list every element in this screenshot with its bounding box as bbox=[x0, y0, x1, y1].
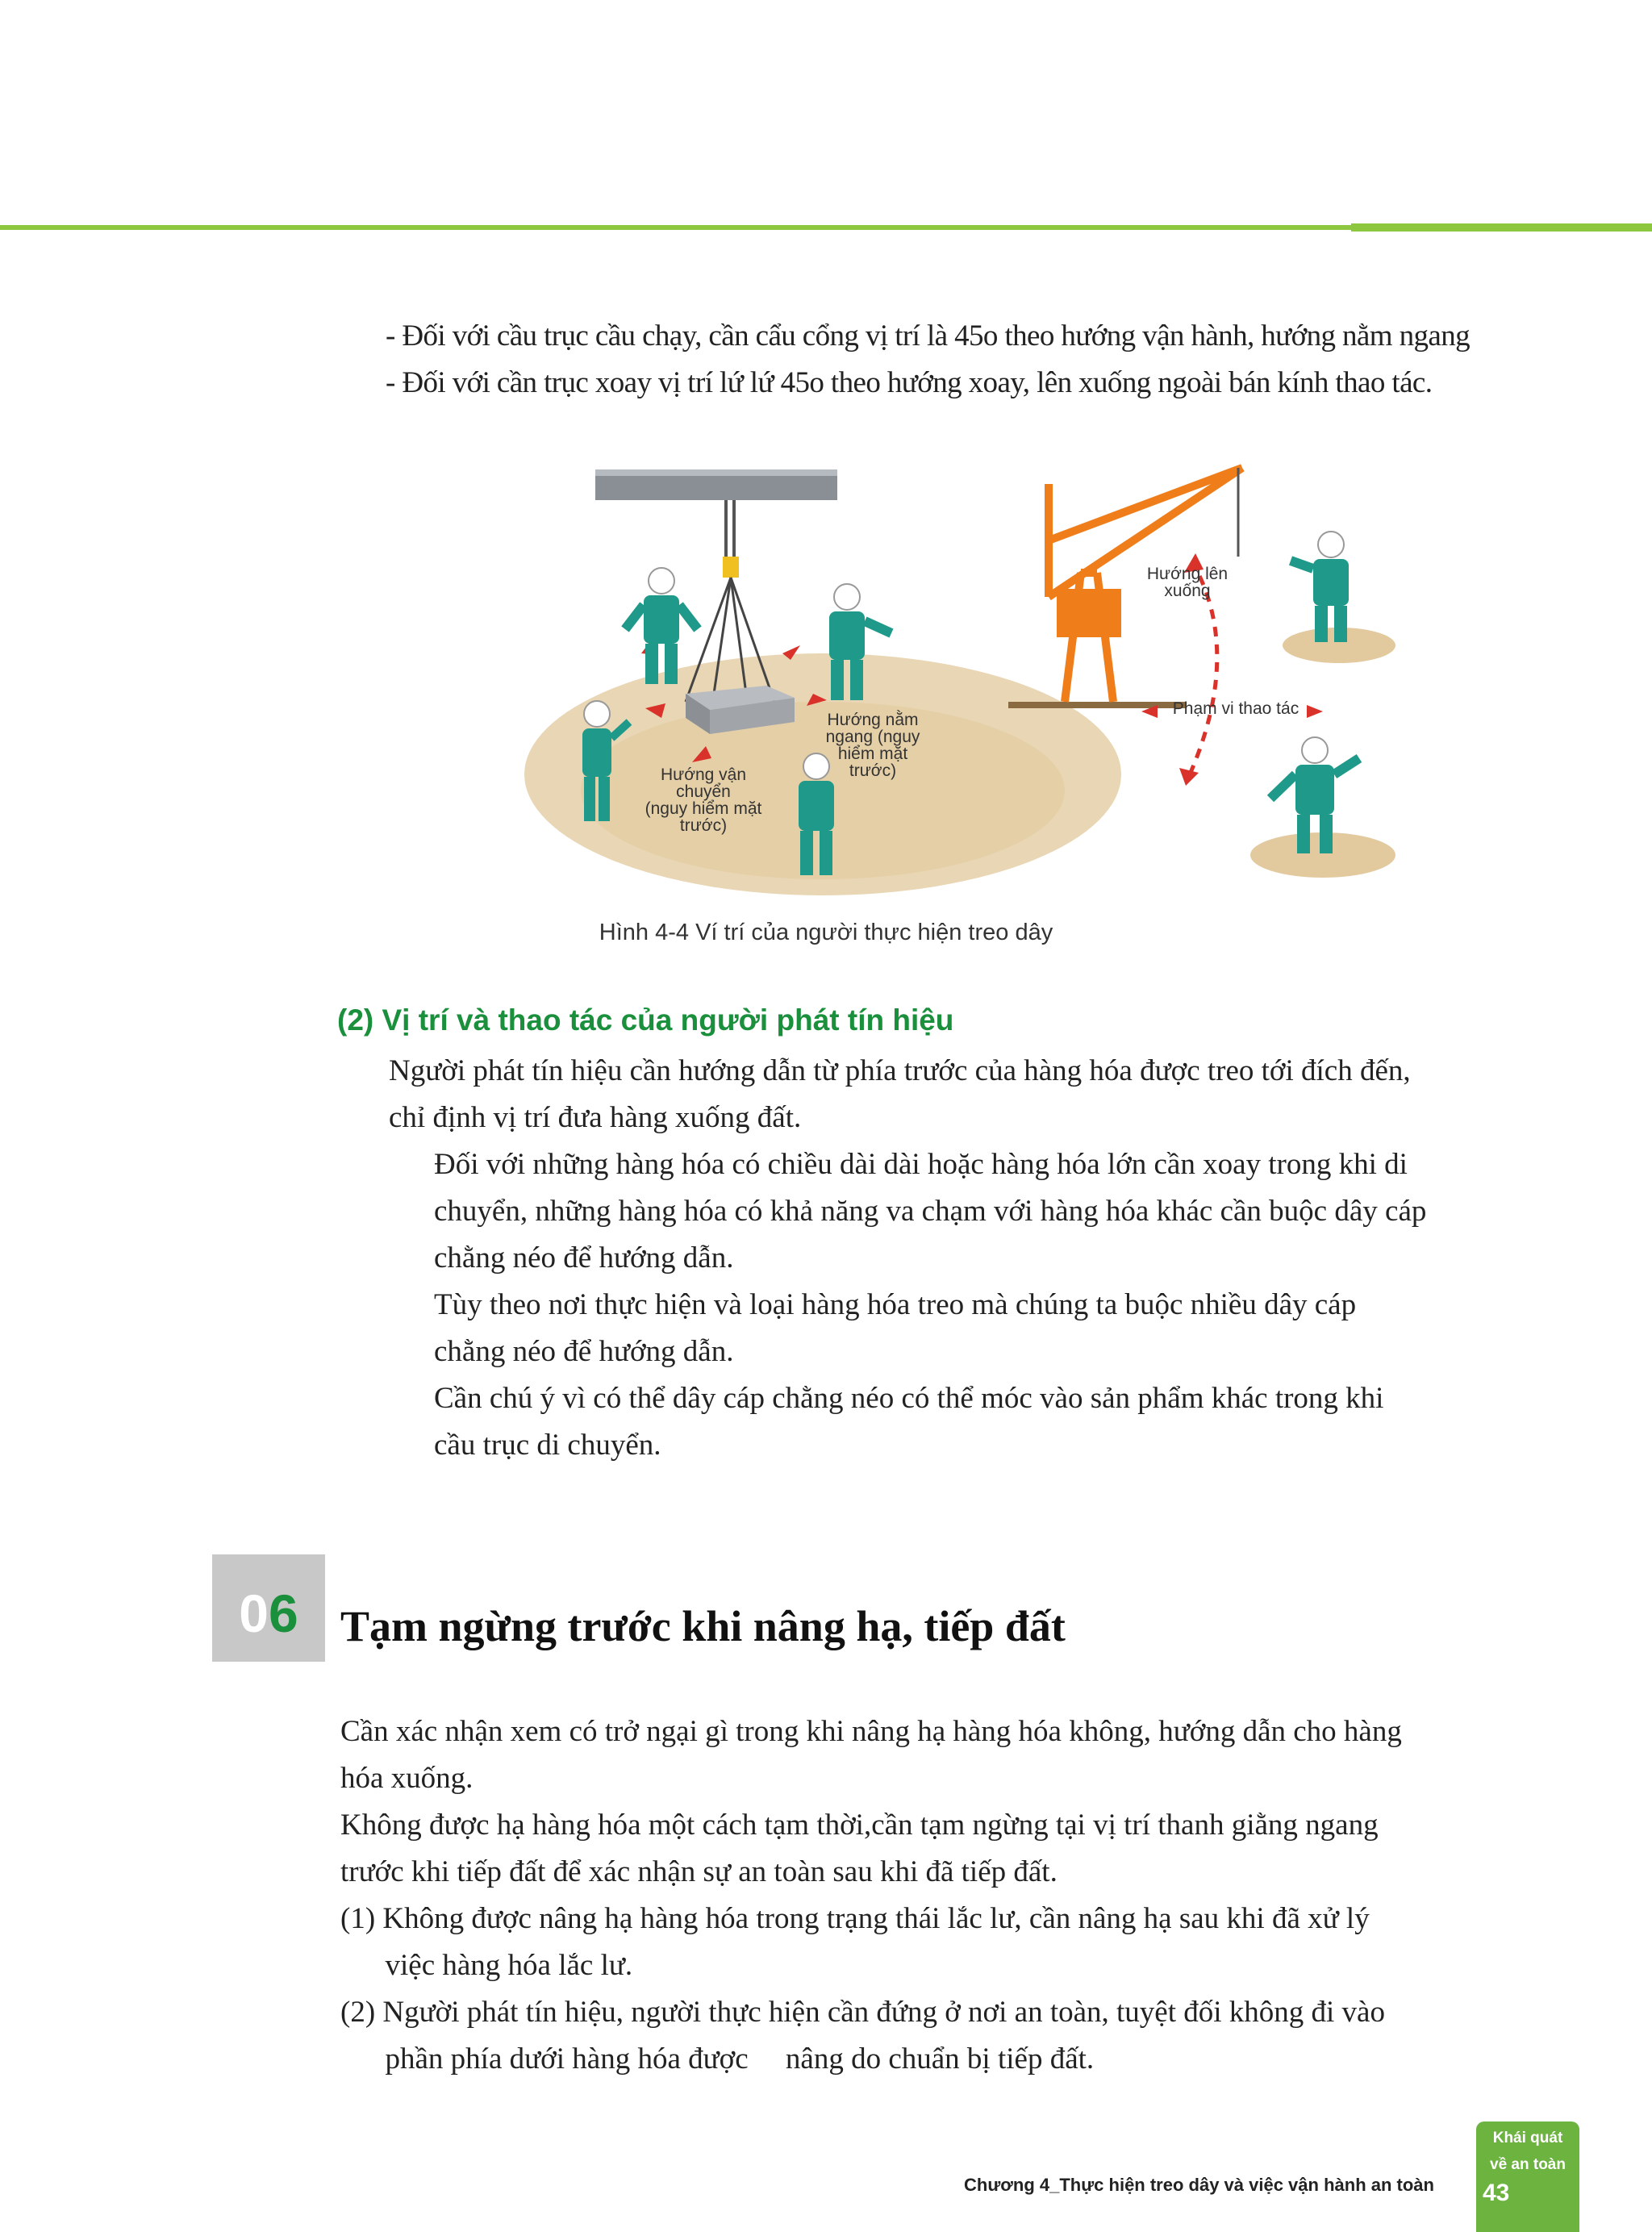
label-line: chuyển bbox=[676, 782, 731, 801]
ground-line bbox=[1008, 702, 1186, 708]
header-rule-accent bbox=[1351, 223, 1652, 232]
tab-label: Khái quát bbox=[1492, 2130, 1563, 2146]
label-line: Hướng nằm bbox=[827, 711, 919, 729]
text-line: việc hàng hóa lắc lư. bbox=[340, 1949, 633, 1982]
text-line: phần phía dưới hàng hóa được nâng do chuẩn bị tiếp đất. bbox=[340, 2042, 1095, 2076]
section-body bbox=[340, 1708, 1402, 2083]
intro-text bbox=[386, 313, 1531, 407]
label-up-down bbox=[1147, 565, 1228, 600]
subsection-heading: (2) Vị trí và thao tác của người phát tín hiệu bbox=[337, 1003, 954, 1037]
intro-line: - Đối với cần trục xoay vị trí lứ lứ 45o theo hướng xoay, lên xuống ngoài bán kính thao tác. bbox=[386, 366, 1433, 399]
text-line: (1) Không được nâng hạ hàng hóa trong trạng thái lắc lư, cần nâng hạ sau khi đã xử lý bbox=[340, 1902, 1370, 1935]
subsection-para1 bbox=[389, 1048, 1411, 1141]
hook-block bbox=[723, 557, 739, 578]
figure-illustration bbox=[500, 452, 1404, 903]
subsection-para2 bbox=[434, 1141, 1426, 1469]
text-line: (2) Người phát tín hiệu, người thực hiện cần đứng ở nơi an toàn, tuyệt đối không đi vào bbox=[340, 1996, 1385, 2029]
label-line: trước) bbox=[849, 761, 897, 780]
text-line: cầu trục di chuyển. bbox=[434, 1429, 661, 1462]
label-line: xuống bbox=[1164, 582, 1211, 600]
text-line: Cần xác nhận xem có trở ngại gì trong khi nâng hạ hàng hóa không, hướng dẫn cho hàng bbox=[340, 1715, 1402, 1748]
label-line: Hướng lên bbox=[1146, 565, 1229, 583]
label-line: hiểm mặt bbox=[837, 745, 908, 763]
label-work-range: Phạm vi thao tác bbox=[1172, 699, 1299, 718]
worker bbox=[625, 568, 698, 684]
label-line: Hướng vận bbox=[660, 766, 747, 784]
text-line: chằng néo để hướng dẫn. bbox=[434, 1241, 734, 1275]
section-number: 06 bbox=[239, 1583, 298, 1643]
text-line: Tùy theo nơi thực hiện và loại hàng hóa treo mà chúng ta buộc nhiều dây cáp bbox=[434, 1288, 1357, 1321]
page-number: 43 bbox=[1483, 2180, 1510, 2206]
text-line: trước khi tiếp đất để xác nhận sự an toàn sau khi đã tiếp đất. bbox=[340, 1855, 1058, 1888]
text-line: hóa xuống. bbox=[340, 1762, 473, 1795]
text-line: chuyển, những hàng hóa có khả năng va chạm với hàng hóa khác cần buộc dây cáp bbox=[434, 1195, 1427, 1228]
tab-label: về an toàn bbox=[1490, 2156, 1566, 2173]
text-line: Đối với những hàng hóa có chiều dài dài hoặc hàng hóa lớn cần xoay trong khi di bbox=[434, 1148, 1408, 1181]
label-line: trước) bbox=[679, 816, 728, 835]
label-line: ngang (nguy bbox=[825, 728, 920, 746]
worker bbox=[1291, 532, 1349, 642]
text-line: Cần chú ý vì có thể dây cáp chằng néo có thể móc vào sản phẩm khác trong khi bbox=[434, 1382, 1384, 1415]
footer-chapter: Chương 4_Thực hiện treo dây và việc vận hành an toàn bbox=[964, 2175, 1434, 2195]
figure-caption: Hình 4-4 Ví trí của người thực hiện treo dây bbox=[599, 920, 1053, 945]
jib-crane bbox=[1049, 468, 1242, 702]
text-line: chỉ định vị trí đưa hàng xuống đất. bbox=[389, 1101, 802, 1134]
text-line: Người phát tín hiệu cần hướng dẫn từ phía trước của hàng hóa được treo tới đích đến, bbox=[389, 1054, 1411, 1087]
text-line: Không được hạ hàng hóa một cách tạm thời,cần tạm ngừng tại vị trí thanh giằng ngang bbox=[340, 1809, 1379, 1842]
text-line: chằng néo để hướng dẫn. bbox=[434, 1335, 734, 1368]
intro-line: - Đối với cầu trục cầu chạy, cần cẩu cổng vị trí là 45o theo hướng vận hành, hướng nằm ngang bbox=[386, 319, 1471, 353]
label-line: (nguy hiểm mặt bbox=[645, 799, 762, 818]
section-title: Tạm ngừng trước khi nâng hạ, tiếp đất bbox=[340, 1602, 1066, 1650]
